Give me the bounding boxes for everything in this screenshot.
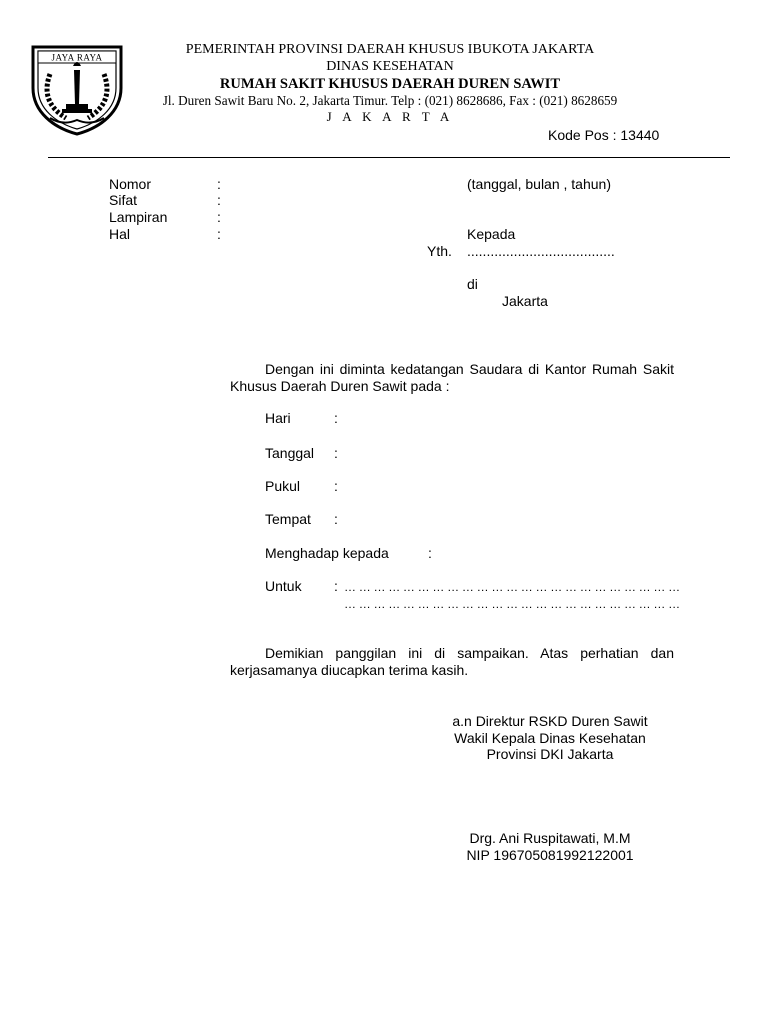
- recipient-yth-label: Yth.: [427, 243, 452, 259]
- signature-position: Wakil Kepala Dinas Kesehatan: [454, 730, 646, 746]
- hari-label: Hari: [265, 410, 291, 426]
- untuk-colon: :: [334, 578, 338, 594]
- pukul-colon: :: [334, 478, 338, 494]
- hospital-address: Jl. Duren Sawit Baru No. 2, Jakarta Timur. Telp : (021) 8628686, Fax : (021) 8628659: [162, 93, 618, 108]
- recipient-city: Jakarta: [502, 293, 548, 309]
- opening-text: Dengan ini diminta kedatangan Saudara di Kantor Rumah Sakit Khusus Daerah Duren Sawit pada :: [230, 361, 674, 394]
- hal-label: Hal: [109, 226, 131, 242]
- letterhead-divider: [48, 157, 730, 158]
- untuk-dotted-line-1: … … … … … … … … … … … … … … … … … … … … … … …: [344, 580, 680, 594]
- signature-on-behalf: a.n Direktur RSKD Duren Sawit: [452, 713, 648, 729]
- lampiran-label: Lampiran: [109, 209, 168, 225]
- tempat-colon: :: [334, 511, 338, 527]
- nomor-colon: :: [217, 176, 221, 192]
- hal-colon: :: [217, 226, 221, 242]
- recipient-di-label: di: [467, 276, 478, 292]
- tanggal-label: Tanggal: [265, 445, 315, 461]
- untuk-dotted-line-2: … … … … … … … … … … … … … … … … … … … … … … …: [344, 597, 680, 611]
- signature-province: Provinsi DKI Jakarta: [486, 746, 614, 762]
- signatory-name: Drg. Ani Ruspitawati, M.M: [469, 830, 631, 846]
- untuk-label: Untuk: [265, 578, 302, 594]
- tempat-label: Tempat: [265, 511, 311, 527]
- hospital-name: RUMAH SAKIT KHUSUS DAERAH DUREN SAWIT: [219, 76, 561, 92]
- closing-paragraph: [230, 645, 674, 679]
- recipient-name-placeholder: ......................................: [467, 243, 615, 259]
- postal-code: Kode Pos : 13440: [548, 127, 660, 143]
- date-placeholder: (tanggal, bulan , tahun): [467, 176, 611, 192]
- opening-paragraph: [230, 361, 674, 395]
- jakarta-coat-of-arms-logo: [28, 44, 126, 136]
- pukul-label: Pukul: [265, 478, 301, 494]
- sifat-colon: :: [217, 192, 221, 208]
- closing-text: Demikian panggilan ini di sampaikan. Atas perhatian dan kerjasamanya diucapkan terima kasih.: [230, 645, 674, 678]
- government-name: PEMERINTAH PROVINSI DAERAH KHUSUS IBUKOTA JAKARTA: [185, 42, 595, 57]
- menghadap-colon: :: [428, 545, 432, 561]
- sifat-label: Sifat: [109, 192, 138, 208]
- tanggal-colon: :: [334, 445, 338, 461]
- recipient-to-label: Kepada: [467, 226, 516, 242]
- lampiran-colon: :: [217, 209, 221, 225]
- nomor-label: Nomor: [109, 176, 152, 192]
- logo-motto: JAYA RAYA: [51, 52, 103, 63]
- city-heading: J A K A R T A: [326, 109, 454, 124]
- menghadap-label: Menghadap kepada: [265, 545, 389, 561]
- hari-colon: :: [334, 410, 338, 426]
- signatory-nip: NIP 196705081992122001: [466, 847, 634, 863]
- department-name: DINAS KESEHATAN: [326, 59, 454, 74]
